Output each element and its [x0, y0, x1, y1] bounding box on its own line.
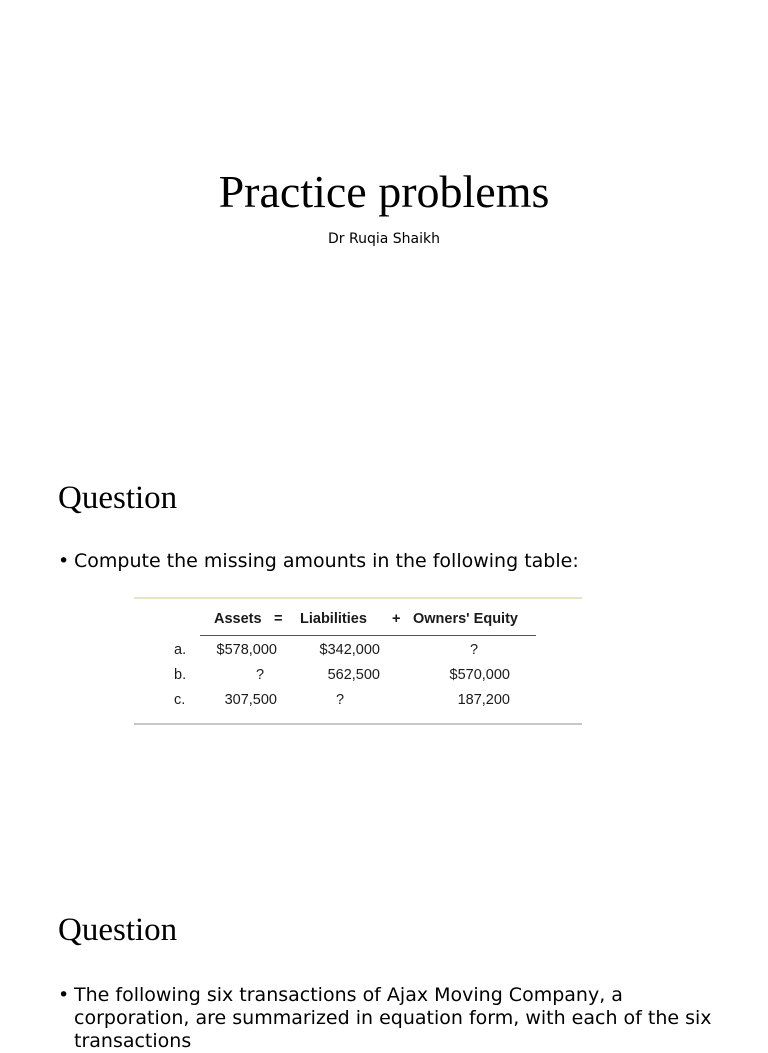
cell-liabilities: ? — [335, 692, 345, 708]
question-heading: Question — [58, 912, 178, 948]
cell-assets: $578,000 — [216, 642, 277, 658]
cell-liabilities: 562,500 — [327, 667, 380, 683]
header-plus: + — [392, 611, 401, 627]
presentation-title: Practice problems — [218, 166, 550, 217]
row-label: c. — [174, 692, 186, 708]
header-liabilities: Liabilities — [300, 611, 367, 627]
bullet-text: The following six transactions of Ajax Moving Company, a corporation, are summarized in equation form, with each of the six transactions — [74, 984, 712, 1052]
bullet-marker: • — [58, 984, 70, 1006]
question-bullet — [58, 984, 738, 1053]
question-heading: Question — [58, 480, 178, 516]
bullet-text: Compute the missing amounts in the following table: — [74, 550, 579, 572]
header-owners-equity: Owners' Equity — [413, 611, 518, 627]
cell-liabilities: $342,000 — [319, 642, 380, 658]
cell-assets: 307,500 — [224, 692, 277, 708]
cell-owners-equity: $570,000 — [449, 667, 510, 683]
bullet-marker: • — [58, 550, 70, 572]
row-label: b. — [174, 667, 187, 683]
header-assets: Assets — [214, 611, 262, 627]
table-row — [134, 642, 582, 662]
question-slide-2 — [0, 864, 768, 1052]
accounting-equation-table — [134, 597, 582, 725]
table-row — [134, 667, 582, 687]
row-label: a. — [174, 642, 187, 658]
table-header — [200, 609, 536, 636]
table-row — [134, 692, 582, 712]
title-slide — [0, 0, 768, 432]
cell-owners-equity: 187,200 — [457, 692, 510, 708]
cell-assets: ? — [255, 667, 265, 683]
header-equals: = — [274, 611, 283, 627]
question-bullet — [58, 550, 738, 573]
presentation-author: Dr Ruqia Shaikh — [328, 231, 440, 247]
cell-owners-equity: ? — [469, 642, 479, 658]
question-slide-1 — [0, 432, 768, 864]
